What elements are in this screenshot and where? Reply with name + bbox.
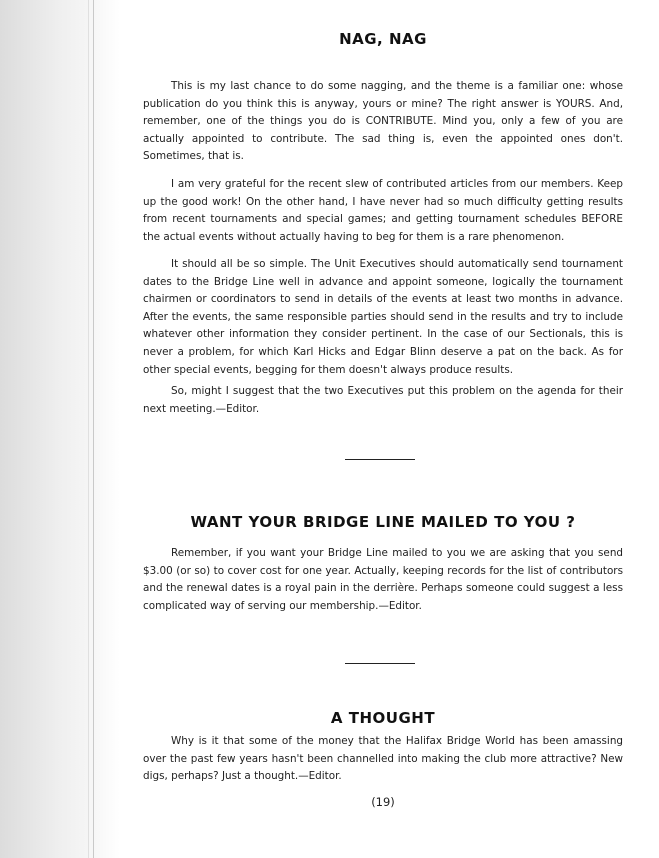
- thought-paragraph-1: Why is it that some of the money that the Halifax Bridge World has been amassing over the past few years hasn't been channelled into making the club more attractive? New digs, perhaps? Just a thought.—Editor.: [143, 735, 623, 783]
- nag-paragraph-3: It should all be so simple. The Unit Executives should automatically send tournament dates to the Bridge Line well in advance and appoint someone, logically the tournament chairmen or coordinators to send in details of the events at least two months in advance. After the events, the same responsible parties should send in the results and try to include whatever other information they consider pertinent. In the case of our Sectionals, this is never a problem, for which Karl Hicks and Edgar Blinn deserve a pat on the back. As for other special events, begging for them doesn't always produce results.: [143, 258, 623, 376]
- section-title-a-thought: A THOUGHT: [330, 709, 436, 727]
- binding-edge: [93, 0, 94, 858]
- mailed-paragraph-1: Remember, if you want your Bridge Line mailed to you we are asking that you send $3.00 (or so) to cover cost for one year. Actually, keeping records for the list of contributors and the renewal dates is a royal pain in the derrière. Perhaps someone could suggest a less complicated way of serving our membership.—Editor.: [143, 547, 623, 612]
- page-number: (19): [371, 795, 395, 809]
- nag-paragraph-4: So, might I suggest that the two Executives put this problem on the agenda for their next meeting.—Editor.: [143, 385, 623, 415]
- section-divider-1: [345, 459, 415, 460]
- nag-paragraph-1: This is my last chance to do some nagging, and the theme is a familiar one: whose publication do you think this is anyway, yours or mine? The right answer is YOURS. And, remember, one of the things you do is CONTRIBUTE. Mind you, only a few of you are actually appointed to contribute. The sad thing is, even the appointed ones don't. Sometimes, that is.: [143, 80, 623, 163]
- section-title-nag-nag: NAG, NAG: [339, 30, 427, 48]
- nag-paragraph-2: I am very grateful for the recent slew of contributed articles from our members. Keep up the good work! On the other hand, I have never had so much difficulty getting results from recent tournaments and special games; and getting tournament schedules BEFORE the actual events without actually having to beg for them is a rare phenomenon.: [143, 178, 623, 243]
- binding-shadow: [88, 0, 89, 858]
- section-divider-2: [345, 663, 415, 664]
- section-title-bridge-line-mailed: WANT YOUR BRIDGE LINE MAILED TO YOU ?: [190, 513, 576, 531]
